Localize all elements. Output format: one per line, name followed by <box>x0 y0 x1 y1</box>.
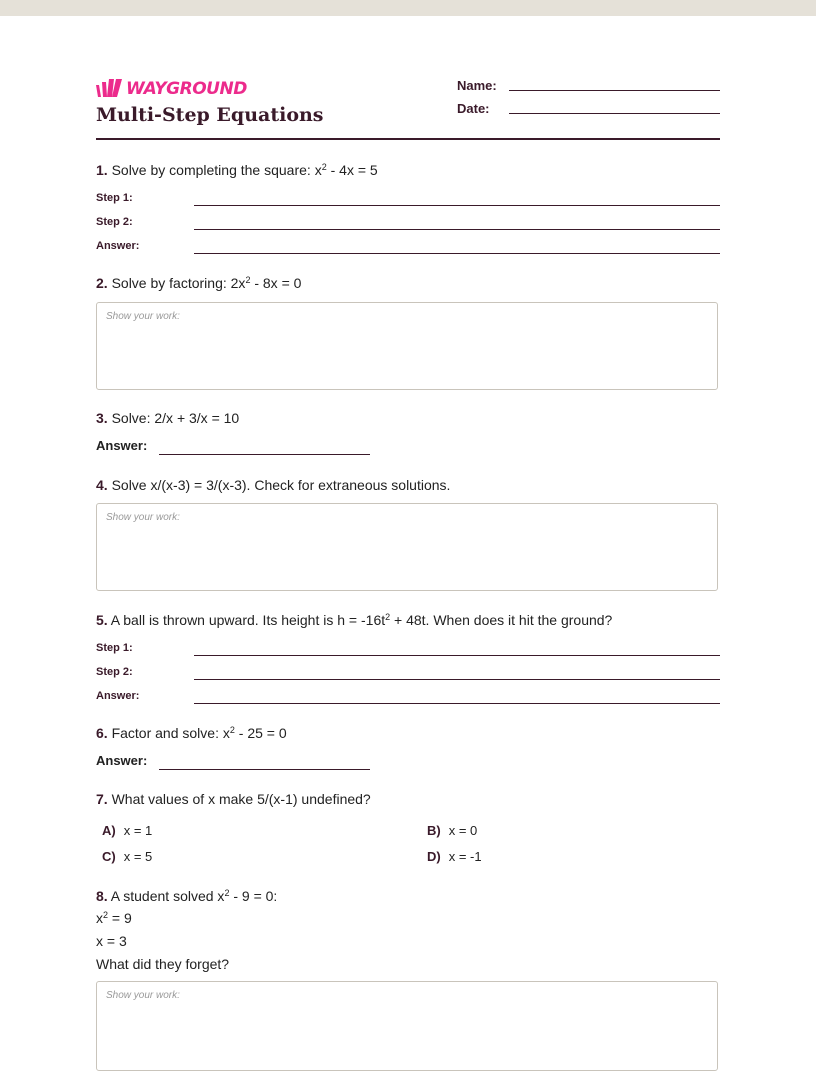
option-c[interactable] <box>102 849 152 864</box>
question-text: Factor and solve: x <box>107 725 230 741</box>
option-text: x = 1 <box>123 823 153 838</box>
step-label: Step 2: <box>96 666 133 678</box>
question-text: A ball is thrown upward. Its height is h = -16t <box>107 612 386 628</box>
question-3 <box>96 410 239 426</box>
question-text: Solve by completing the square: x <box>107 162 322 178</box>
question-text: - 4x = 5 <box>326 162 378 178</box>
question-text: Solve: 2/x + 3/x = 10 <box>107 410 240 426</box>
option-a[interactable] <box>102 823 152 838</box>
question-number: 2. <box>96 275 108 291</box>
answer-label: Answer: <box>96 753 148 768</box>
question-number: 4. <box>96 477 108 493</box>
work-placeholder: Show your work: <box>106 990 180 1001</box>
work-placeholder: Show your work: <box>106 512 180 523</box>
option-letter: C) <box>102 849 116 864</box>
work-text: x <box>96 910 103 926</box>
date-label: Date: <box>457 101 490 116</box>
exponent: 2 <box>385 612 391 622</box>
brand-logo <box>96 78 247 100</box>
step-2-answer-line[interactable] <box>194 679 720 680</box>
option-d[interactable] <box>427 849 482 864</box>
final-answer-line[interactable] <box>194 253 720 254</box>
exponent: 2 <box>229 725 235 735</box>
question-number: 5. <box>96 612 108 628</box>
worksheet-title: Multi-Step Equations <box>96 104 324 126</box>
question-text: Solve by factoring: 2x <box>107 275 246 291</box>
step-label: Step 2: <box>96 216 133 228</box>
question-number: 3. <box>96 410 108 426</box>
step-label: Answer: <box>96 690 140 702</box>
header-divider <box>96 138 720 140</box>
follow-up-question: What did they forget? <box>96 956 230 972</box>
question-number: 1. <box>96 162 108 178</box>
question-7 <box>96 791 371 807</box>
question-text: What values of x make 5/(x-1) undefined? <box>107 791 371 807</box>
exponent: 2 <box>224 888 230 898</box>
question-text: - 9 = 0: <box>229 888 278 904</box>
student-work-line-1 <box>96 910 132 926</box>
question-5 <box>96 612 612 628</box>
final-answer-line[interactable] <box>194 703 720 704</box>
question-text: - 8x = 0 <box>250 275 302 291</box>
question-1 <box>96 162 378 178</box>
step-label: Answer: <box>96 240 140 252</box>
wayground-logo-icon <box>96 79 122 99</box>
exponent: 2 <box>103 910 109 920</box>
question-number: 7. <box>96 791 108 807</box>
question-text: - 25 = 0 <box>234 725 287 741</box>
step-1-answer-line[interactable] <box>194 205 720 206</box>
work-area[interactable] <box>96 302 718 390</box>
work-area[interactable] <box>96 981 718 1071</box>
option-text: x = -1 <box>448 849 482 864</box>
work-placeholder: Show your work: <box>106 311 180 322</box>
name-field[interactable] <box>509 90 720 91</box>
date-field[interactable] <box>509 113 720 114</box>
question-text: A student solved x <box>107 888 225 904</box>
option-text: x = 5 <box>123 849 153 864</box>
exponent: 2 <box>245 275 251 285</box>
question-8 <box>96 888 277 904</box>
option-letter: A) <box>102 823 116 838</box>
option-letter: D) <box>427 849 441 864</box>
top-bar <box>0 0 816 16</box>
question-4 <box>96 477 450 493</box>
answer-line[interactable] <box>159 454 370 455</box>
option-b[interactable] <box>427 823 477 838</box>
step-2-answer-line[interactable] <box>194 229 720 230</box>
answer-label: Answer: <box>96 438 148 453</box>
student-work-line-2: x = 3 <box>96 933 127 949</box>
brand-name: WAYGROUND <box>126 79 247 99</box>
question-text: Solve x/(x-3) = 3/(x-3). Check for extraneous solutions. <box>107 477 451 493</box>
work-text: = 9 <box>108 910 132 926</box>
step-1-answer-line[interactable] <box>194 655 720 656</box>
question-6 <box>96 725 287 741</box>
answer-line[interactable] <box>159 769 370 770</box>
step-label: Step 1: <box>96 642 133 654</box>
exponent: 2 <box>321 162 327 172</box>
question-number: 6. <box>96 725 108 741</box>
question-number: 8. <box>96 888 108 904</box>
option-text: x = 0 <box>448 823 478 838</box>
option-letter: B) <box>427 823 441 838</box>
work-area[interactable] <box>96 503 718 591</box>
question-text: + 48t. When does it hit the ground? <box>390 612 613 628</box>
step-label: Step 1: <box>96 192 133 204</box>
name-label: Name: <box>457 78 497 93</box>
question-2 <box>96 275 301 291</box>
